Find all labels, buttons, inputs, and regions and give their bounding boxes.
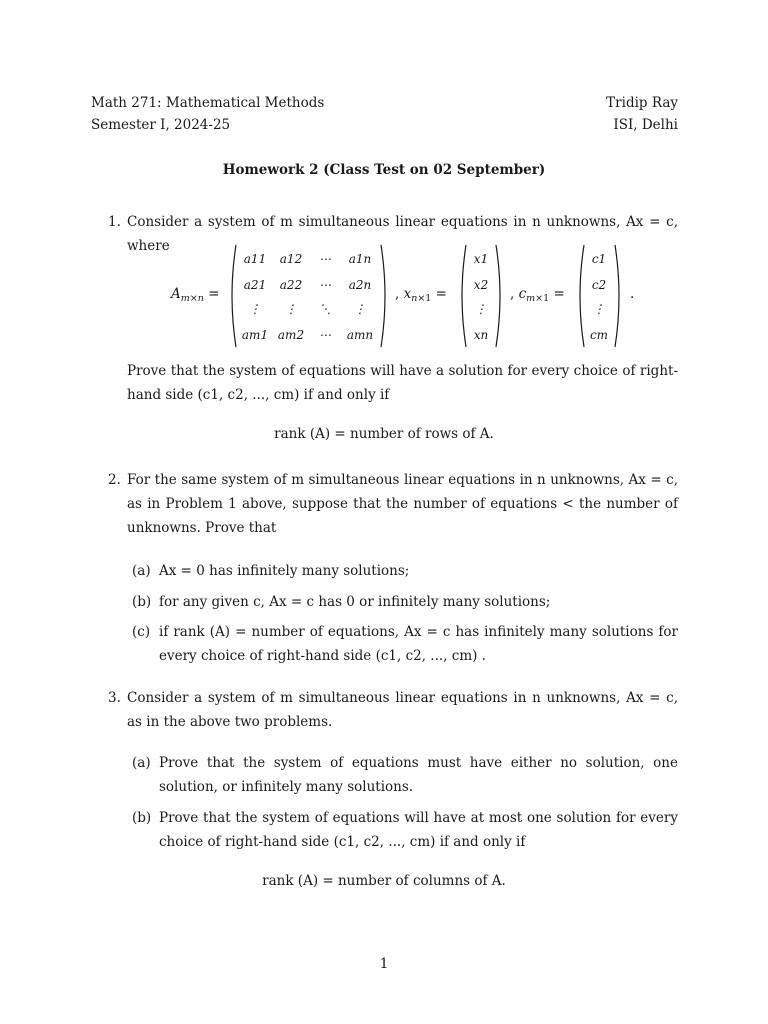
- part-label: (a): [132, 563, 151, 579]
- problem-1-condition: rank (A) = number of rows of A.: [274, 426, 494, 442]
- instructor-name: Tridip Ray: [606, 95, 678, 111]
- matrix-a-cell: am1: [241, 328, 269, 342]
- problem-3-intro: Consider a system of m simultaneous linear equations in n unknowns, Ax = c, as in the above two problems.: [127, 690, 678, 730]
- matrix-a-right-paren: [380, 244, 390, 348]
- vector-c-right-paren: [614, 244, 624, 348]
- problem-2: [108, 468, 678, 540]
- problem-2-part-c: [132, 620, 678, 668]
- part-label: (c): [132, 624, 151, 640]
- page-number: 1: [379, 956, 389, 972]
- problem-1-statement-block: [108, 359, 678, 407]
- homework-title: Homework 2 (Class Test on 02 September): [222, 162, 546, 178]
- matrix-a-cell: a12: [279, 252, 303, 266]
- vector-c-cell: ⋮: [593, 302, 605, 316]
- matrix-a-cell: ⋯: [319, 252, 331, 266]
- vector-c-cell: cm: [589, 328, 609, 342]
- header-row-1: [91, 94, 678, 112]
- institution: ISI, Delhi: [613, 117, 678, 133]
- semester: Semester I, 2024-25: [91, 117, 231, 133]
- matrix-period: .: [630, 286, 635, 302]
- vector-c-cell: c2: [591, 278, 607, 292]
- course-title: Math 271: Mathematical Methods: [91, 95, 325, 111]
- problem-3-part-b: [132, 806, 678, 854]
- problem-number: 1.: [108, 214, 121, 230]
- vector-x-cell: ⋮: [475, 302, 487, 316]
- matrix-a-label: $A_{m\times n}$ =: [171, 286, 220, 304]
- matrix-a-cell: ⋯: [319, 278, 331, 292]
- matrix-a-cell: ⋯: [319, 328, 331, 342]
- part-text: Prove that the system of equations will have at most one solution for every choice of right-hand side (c1, c2, ..., cm) if and only if: [159, 810, 678, 850]
- matrix-definitions: [0, 240, 768, 352]
- header-row-2: [91, 116, 678, 134]
- problem-3-condition: rank (A) = number of columns of A.: [262, 873, 506, 889]
- vector-x-cell: x1: [473, 252, 489, 266]
- part-label: (b): [132, 810, 152, 826]
- problem-3-part-a: [132, 751, 678, 799]
- matrix-a-cell: a1n: [348, 252, 372, 266]
- matrix-a-cell: a11: [243, 252, 267, 266]
- part-text: for any given c, Ax = c has 0 or infinitely many solutions;: [159, 594, 551, 610]
- vector-x-right-paren: [495, 244, 505, 348]
- vector-x-cell: x2: [473, 278, 489, 292]
- part-text: Prove that the system of equations must have either no solution, one solution, or infinitely many solutions.: [159, 755, 678, 795]
- problem-2-intro: For the same system of m simultaneous linear equations in n unknowns, Ax = c, as in Problem 1 above, suppose that the number of equations < the number of unknowns. Prove that: [127, 472, 678, 536]
- vector-x-cell: xn: [473, 328, 489, 342]
- matrix-x-label: , $x_{n\times 1}$ =: [395, 286, 447, 304]
- problem-3: [108, 686, 678, 734]
- matrix-a-cell: ⋮: [249, 302, 261, 316]
- matrix-a-cell: ⋮: [354, 302, 366, 316]
- matrix-a-cell: ⋱: [319, 302, 331, 316]
- problem-number: 3.: [108, 690, 121, 706]
- matrix-a-cell: a2n: [348, 278, 372, 292]
- matrix-a-cell: a22: [279, 278, 303, 292]
- problem-2-part-b: [132, 590, 678, 614]
- part-text: Ax = 0 has infinitely many solutions;: [159, 563, 410, 579]
- problem-1-intro: Consider a system of m simultaneous linear equations in n unknowns, Ax = c, where: [127, 214, 678, 254]
- matrix-a-cell: ⋮: [285, 302, 297, 316]
- part-label: (a): [132, 755, 151, 771]
- matrix-a-cell: am2: [277, 328, 305, 342]
- matrix-c-label: , $c_{m\times 1}$ =: [510, 286, 565, 304]
- vector-c-cell: c1: [591, 252, 607, 266]
- part-label: (b): [132, 594, 152, 610]
- matrix-a-cell: amn: [346, 328, 374, 342]
- problem-2-part-a: [132, 559, 678, 583]
- problem-number: 2.: [108, 472, 121, 488]
- matrix-a-cell: a21: [243, 278, 267, 292]
- problem-1-statement: Prove that the system of equations will have a solution for every choice of right-hand side (c1, c2, ..., cm) if and only if: [127, 363, 678, 403]
- part-text: if rank (A) = number of equations, Ax = c has infinitely many solutions for every choice of right-hand side (c1, c2, ..., cm) .: [159, 624, 678, 664]
